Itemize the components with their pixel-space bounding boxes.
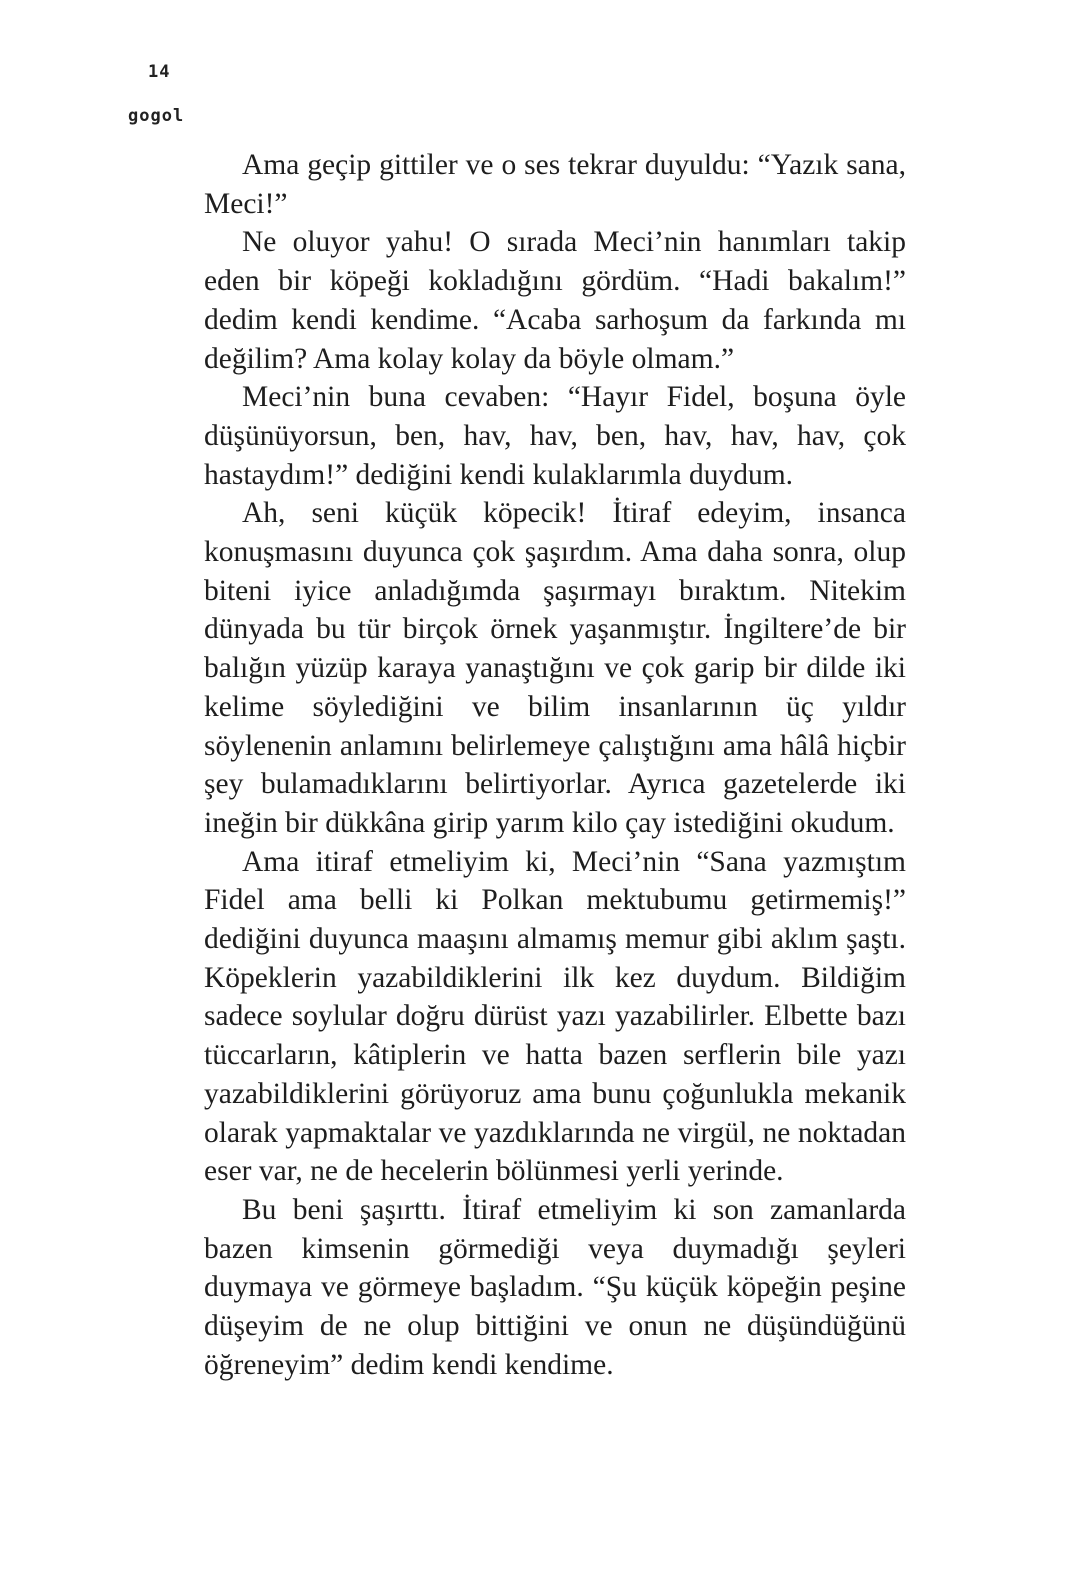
paragraph: Bu beni şaşırttı. İtiraf etmeliyim ki son zamanlarda bazen kimsenin görmediği veya duymadığı şeyleri duymaya ve görmeye başladım. “Şu küçük köpeğin peşine düşeyim de ne olup bittiğini ve onun ne düşündüğünü öğreneyim” dedim kendi kendime. [204,1193,906,1381]
paragraph: Ne oluyor yahu! O sırada Meci’nin hanımları takip eden bir köpeği kokladığını gördüm. “Hadi bakalım!” dedim kendi kendime. “Acaba sarhoşum da farkında mı değilim? Ama kolay kolay da böyle olmam.” [204,226,906,375]
paragraph: Ama itiraf etmeliyim ki, Meci’nin “Sana yazmıştım Fidel ama belli ki Polkan mektubumu getirmemiş!” dediğini duyunca maaşını almamış memur gibi aklım şaştı. Köpeklerin yazabildiklerini ilk kez duydum. Bildiğim sadece soylular doğru dürüst yazı yazabilirler. Elbette bazı tüccarların, kâtiplerin ve hatta bazen serflerin bile yazı yazabildiklerini görüyoruz ama bunu çoğunlukla mekanik olarak yapmaktalar ve yazdıklarında ne virgül, ne noktadan eser var, ne de hecelerin bölünmesi yerli yerinde. [204,845,906,1188]
body-text [204,146,906,1385]
page-number: 14 [148,62,171,82]
paragraph: Meci’nin buna cevaben: “Hayır Fidel, boşuna öyle düşünüyorsun, ben, hav, hav, ben, hav, hav, hav, çok hastaydım!” dediğini kendi kulaklarımla duydum. [204,381,906,491]
running-head: gogol [128,106,185,126]
paragraph: Ama geçip gittiler ve o ses tekrar duyuldu: “Yazık sana, Meci!” [204,149,906,220]
paragraph: Ah, seni küçük köpecik! İtiraf edeyim, insanca konuşmasını duyunca çok şaşırdım. Ama daha sonra, olup biteni iyice anladığımda şaşırmayı bıraktım. Nitekim dünyada bu tür birçok örnek yaşanmıştır. İngiltere’de bir balığın yüzüp karaya yanaştığını ve çok garip bir dilde iki kelime söylediğini ve bilim insanlarının üç yıldır söylenenin anlamını belirlemeye çalıştığını ama hâlâ hiçbir şey bulamadıklarını belirtiyorlar. Ayrıca gazetelerde iki ineğin bir dükkâna girip yarım kilo çay istediğini okudum. [204,497,906,839]
